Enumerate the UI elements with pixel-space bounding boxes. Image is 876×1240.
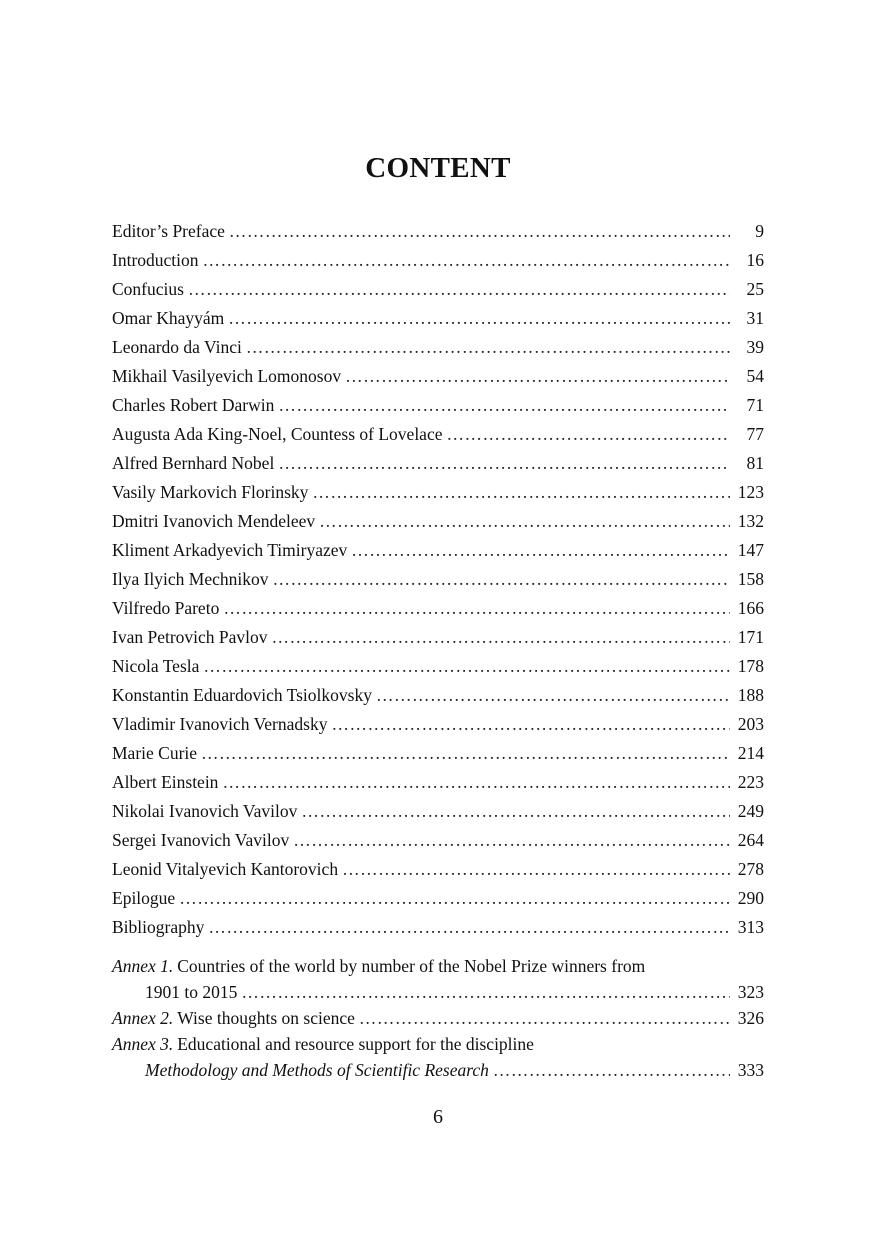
dot-leader bbox=[351, 536, 730, 565]
toc-entry bbox=[112, 478, 764, 507]
dot-leader bbox=[493, 1057, 730, 1083]
annex-3-line-1 bbox=[112, 1031, 764, 1057]
annex-1-line-1 bbox=[112, 953, 764, 979]
dot-leader bbox=[312, 478, 730, 507]
toc-entry-page: 223 bbox=[737, 772, 764, 792]
dot-leader bbox=[228, 304, 730, 333]
toc-entry-page: 31 bbox=[746, 308, 764, 328]
annex-1-label: Annex 1. bbox=[112, 956, 174, 976]
toc-entry-page: 71 bbox=[746, 395, 764, 415]
toc-entry bbox=[112, 623, 764, 652]
toc-entry bbox=[112, 507, 764, 536]
toc-entry bbox=[112, 275, 764, 304]
toc-entry-page: 123 bbox=[737, 482, 764, 502]
toc-entry-title: Kliment Arkadyevich Timiryazev bbox=[112, 540, 348, 560]
toc-entry-title: Albert Einstein bbox=[112, 772, 219, 792]
dot-leader bbox=[345, 362, 730, 391]
toc-entry-page: 39 bbox=[746, 337, 764, 357]
toc-entry-page: 203 bbox=[737, 714, 764, 734]
toc-entry bbox=[112, 304, 764, 333]
toc-entry bbox=[112, 536, 764, 565]
dot-leader bbox=[188, 275, 730, 304]
toc-entry bbox=[112, 797, 764, 826]
annex-1-text-cont: 1901 to 2015 bbox=[145, 982, 238, 1002]
toc-entry-title: Nicola Tesla bbox=[112, 656, 200, 676]
dot-leader bbox=[201, 739, 730, 768]
toc-entry-title: Nikolai Ivanovich Vavilov bbox=[112, 801, 298, 821]
toc-entry bbox=[112, 739, 764, 768]
page-title: CONTENT bbox=[365, 152, 511, 184]
toc-entry-title: Alfred Bernhard Nobel bbox=[112, 453, 275, 473]
toc-entry bbox=[112, 420, 764, 449]
toc-entry bbox=[112, 391, 764, 420]
toc-entry-title: Vilfredo Pareto bbox=[112, 598, 220, 618]
toc-entry-title: Ilya Ilyich Mechnikov bbox=[112, 569, 269, 589]
dot-leader bbox=[222, 768, 730, 797]
dot-leader bbox=[376, 681, 730, 710]
dot-leader bbox=[342, 855, 730, 884]
toc-entry-title: Mikhail Vasilyevich Lomonosov bbox=[112, 366, 342, 386]
dot-leader bbox=[293, 826, 730, 855]
annex-2-line-1 bbox=[112, 1005, 764, 1031]
toc-entry-title: Konstantin Eduardovich Tsiolkovsky bbox=[112, 685, 372, 705]
dot-leader bbox=[208, 913, 730, 942]
toc-entry bbox=[112, 913, 764, 942]
toc-entry bbox=[112, 217, 764, 246]
annex-3-text: Educational and resource support for the discipline bbox=[177, 1034, 534, 1054]
toc-entry-page: 147 bbox=[737, 540, 764, 560]
toc-entry bbox=[112, 594, 764, 623]
toc-entry-page: 54 bbox=[746, 366, 764, 386]
toc-entry-title: Leonardo da Vinci bbox=[112, 337, 242, 357]
toc-entry-title: Charles Robert Darwin bbox=[112, 395, 275, 415]
annex-2-label: Annex 2. bbox=[112, 1008, 174, 1028]
toc-entry-page: 313 bbox=[737, 917, 764, 937]
toc-entry-page: 16 bbox=[746, 250, 764, 270]
toc-entry bbox=[112, 884, 764, 913]
dot-leader bbox=[446, 420, 730, 449]
dot-leader bbox=[359, 1005, 730, 1031]
annex-1-page: 323 bbox=[737, 982, 764, 1002]
annex-1-line-2 bbox=[112, 979, 764, 1005]
toc-entry-page: 171 bbox=[737, 627, 764, 647]
toc-entry-title: Omar Khayyám bbox=[112, 308, 225, 328]
toc-entry bbox=[112, 565, 764, 594]
annex-3-text-cont: Methodology and Methods of Scientific Research bbox=[145, 1060, 489, 1080]
table-of-contents bbox=[112, 217, 764, 942]
dot-leader bbox=[272, 623, 730, 652]
toc-entry-page: 81 bbox=[746, 453, 764, 473]
toc-entry-page: 9 bbox=[755, 221, 764, 241]
toc-entry bbox=[112, 449, 764, 478]
dot-leader bbox=[179, 884, 730, 913]
dot-leader bbox=[319, 507, 730, 536]
toc-entry-title: Introduction bbox=[112, 250, 199, 270]
dot-leader bbox=[278, 449, 730, 478]
toc-entry-title: Vasily Markovich Florinsky bbox=[112, 482, 309, 502]
toc-entry bbox=[112, 333, 764, 362]
toc-entry-title: Vladimir Ivanovich Vernadsky bbox=[112, 714, 328, 734]
toc-entry-page: 290 bbox=[737, 888, 764, 908]
toc-entry-title: Bibliography bbox=[112, 917, 205, 937]
dot-leader bbox=[241, 979, 730, 1005]
toc-entry-page: 249 bbox=[737, 801, 764, 821]
toc-entry bbox=[112, 246, 764, 275]
toc-entry bbox=[112, 855, 764, 884]
toc-entry-page: 278 bbox=[737, 859, 764, 879]
toc-entry-title: Marie Curie bbox=[112, 743, 198, 763]
page-number: 6 bbox=[433, 1106, 443, 1128]
toc-entry-title: Augusta Ada King-Noel, Countess of Lovelace bbox=[112, 424, 443, 444]
toc-entry-title: Leonid Vitalyevich Kantorovich bbox=[112, 859, 339, 879]
toc-entry bbox=[112, 826, 764, 855]
toc-entry-page: 158 bbox=[737, 569, 764, 589]
dot-leader bbox=[246, 333, 730, 362]
annex-2-page: 326 bbox=[737, 1008, 764, 1028]
toc-entry bbox=[112, 652, 764, 681]
dot-leader bbox=[203, 246, 730, 275]
dot-leader bbox=[272, 565, 730, 594]
toc-entry-page: 77 bbox=[746, 424, 764, 444]
dot-leader bbox=[223, 594, 730, 623]
toc-entry-title: Epilogue bbox=[112, 888, 176, 908]
toc-entry-page: 264 bbox=[737, 830, 764, 850]
toc-entry-title: Ivan Petrovich Pavlov bbox=[112, 627, 268, 647]
annex-3-line-2 bbox=[112, 1057, 764, 1083]
toc-entry-page: 214 bbox=[737, 743, 764, 763]
toc-entry bbox=[112, 768, 764, 797]
toc-entry-title: Dmitri Ivanovich Mendeleev bbox=[112, 511, 316, 531]
annex-3-label: Annex 3. bbox=[112, 1034, 174, 1054]
toc-entry-page: 178 bbox=[737, 656, 764, 676]
annex-2-text: Wise thoughts on science bbox=[177, 1008, 355, 1028]
toc-entry-page: 188 bbox=[737, 685, 764, 705]
dot-leader bbox=[278, 391, 730, 420]
annex-list bbox=[112, 953, 764, 1083]
annex-3-page: 333 bbox=[737, 1060, 764, 1080]
toc-entry bbox=[112, 681, 764, 710]
toc-entry-title: Confucius bbox=[112, 279, 184, 299]
dot-leader bbox=[301, 797, 730, 826]
toc-entry-title: Sergei Ivanovich Vavilov bbox=[112, 830, 290, 850]
annex-1-text: Countries of the world by number of the Nobel Prize winners from bbox=[177, 956, 646, 976]
dot-leader bbox=[331, 710, 730, 739]
dot-leader bbox=[229, 217, 730, 246]
toc-entry-page: 132 bbox=[737, 511, 764, 531]
toc-entry-page: 166 bbox=[737, 598, 764, 618]
toc-entry-page: 25 bbox=[746, 279, 764, 299]
toc-entry-title: Editor’s Preface bbox=[112, 221, 225, 241]
toc-entry bbox=[112, 710, 764, 739]
dot-leader bbox=[203, 652, 730, 681]
toc-entry bbox=[112, 362, 764, 391]
